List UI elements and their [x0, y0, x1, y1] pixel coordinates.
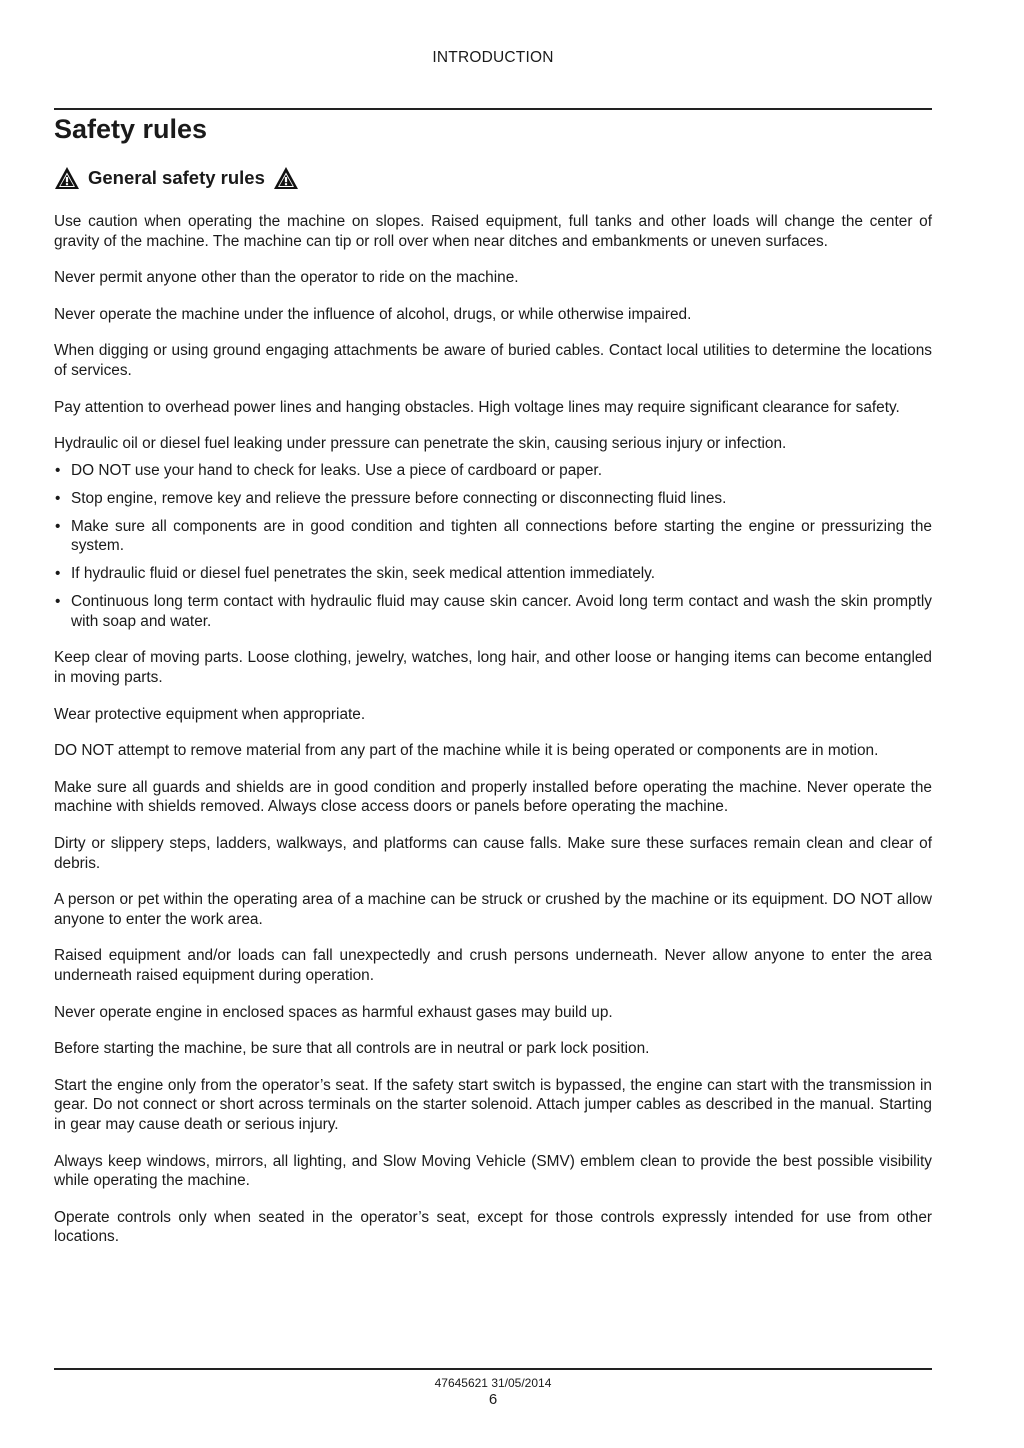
warning-triangle-icon	[54, 166, 80, 190]
paragraph: Wear protective equipment when appropriate.	[54, 705, 366, 723]
paragraph: When digging or using ground engaging attachments be aware of buried cables. Contact local utilities to determine the locations of services.	[54, 342, 932, 379]
section-heading-label: General safety rules	[88, 167, 265, 188]
paragraph: Start the engine only from the operator’s seat. If the safety start switch is bypassed, the engine can start with the transmission in gear. Do not connect or short across terminals on the starter solenoid. Attach jumper cables as described in the manual. Starting in gear may cause death or serious injury.	[54, 1076, 932, 1133]
paragraph: Before starting the machine, be sure that all controls are in neutral or park lock position.	[54, 1040, 650, 1058]
document-code: 47645621 31/05/2014	[434, 1376, 552, 1390]
bullet-icon: •	[55, 565, 61, 583]
paragraph: Never permit anyone other than the operator to ride on the machine.	[54, 269, 519, 287]
list-item-text: DO NOT use your hand to check for leaks. Use a piece of cardboard or paper.	[71, 461, 602, 479]
footer-divider	[54, 1368, 932, 1370]
page-number: 6	[488, 1391, 498, 1408]
warning-triangle-icon	[273, 166, 299, 190]
running-header: INTRODUCTION	[432, 49, 554, 66]
paragraph: Always keep windows, mirrors, all lighting, and Slow Moving Vehicle (SMV) emblem clean to provide the best possible visibility while operating the machine.	[54, 1152, 932, 1190]
list-item	[54, 461, 932, 481]
header-divider	[54, 108, 932, 110]
bullet-icon: •	[55, 461, 61, 479]
bullet-icon: •	[55, 593, 61, 611]
paragraph: Make sure all guards and shields are in good condition and properly installed before operating the machine. Never operate the machine with shields removed. Always close access doors or panels before operating the machine.	[54, 778, 932, 816]
paragraph: Dirty or slippery steps, ladders, walkways, and platforms can cause falls. Make sure these surfaces remain clean and clear of debris.	[54, 835, 932, 872]
bullet-icon: •	[55, 517, 61, 535]
list-item	[54, 564, 932, 584]
paragraph: Never operate the machine under the influence of alcohol, drugs, or while otherwise impaired.	[54, 305, 692, 323]
paragraph: Never operate engine in enclosed spaces as harmful exhaust gases may build up.	[54, 1003, 613, 1021]
hydraulic-safety-list	[54, 461, 932, 632]
list-item-text: Make sure all components are in good condition and tighten all connections before starting the engine or pressurizing the system.	[71, 517, 932, 555]
paragraph: Raised equipment and/or loads can fall unexpectedly and crush persons underneath. Never allow anyone to enter the area underneath raised equipment during operation.	[54, 947, 932, 984]
paragraph: Pay attention to overhead power lines and hanging obstacles. High voltage lines may require significant clearance for safety.	[54, 398, 900, 416]
page-title: Safety rules	[54, 114, 208, 144]
paragraph: Use caution when operating the machine on slopes. Raised equipment, full tanks and other loads will change the center of gravity of the machine. The machine can tip or roll over when near ditches and embankments or uneven surfaces.	[54, 213, 932, 250]
bullet-icon: •	[55, 489, 61, 507]
safety-rules-body	[54, 212, 932, 1264]
paragraph: A person or pet within the operating area of a machine can be struck or crushed by the machine or its equipment. DO NOT allow anyone to enter the work area.	[54, 891, 932, 928]
list-item	[54, 592, 932, 631]
paragraph: DO NOT attempt to remove material from any part of the machine while it is being operated or components are in motion.	[54, 742, 879, 760]
list-item-text: Stop engine, remove key and relieve the pressure before connecting or disconnecting fluid lines.	[71, 489, 727, 507]
list-item	[54, 489, 932, 509]
list-item-text: If hydraulic fluid or diesel fuel penetrates the skin, seek medical attention immediately.	[71, 565, 656, 583]
paragraph: Keep clear of moving parts. Loose clothing, jewelry, watches, long hair, and other loose or hanging items can become entangled in moving parts.	[54, 649, 932, 687]
list-item	[54, 517, 932, 556]
section-heading	[54, 166, 299, 190]
paragraph: Hydraulic oil or diesel fuel leaking under pressure can penetrate the skin, causing serious injury or infection.	[54, 435, 787, 453]
list-item-text: Continuous long term contact with hydraulic fluid may cause skin cancer. Avoid long term contact and wash the skin promptly with soap and water.	[71, 593, 932, 630]
paragraph: Operate controls only when seated in the operator’s seat, except for those controls expressly intended for use from other locations.	[54, 1208, 932, 1246]
